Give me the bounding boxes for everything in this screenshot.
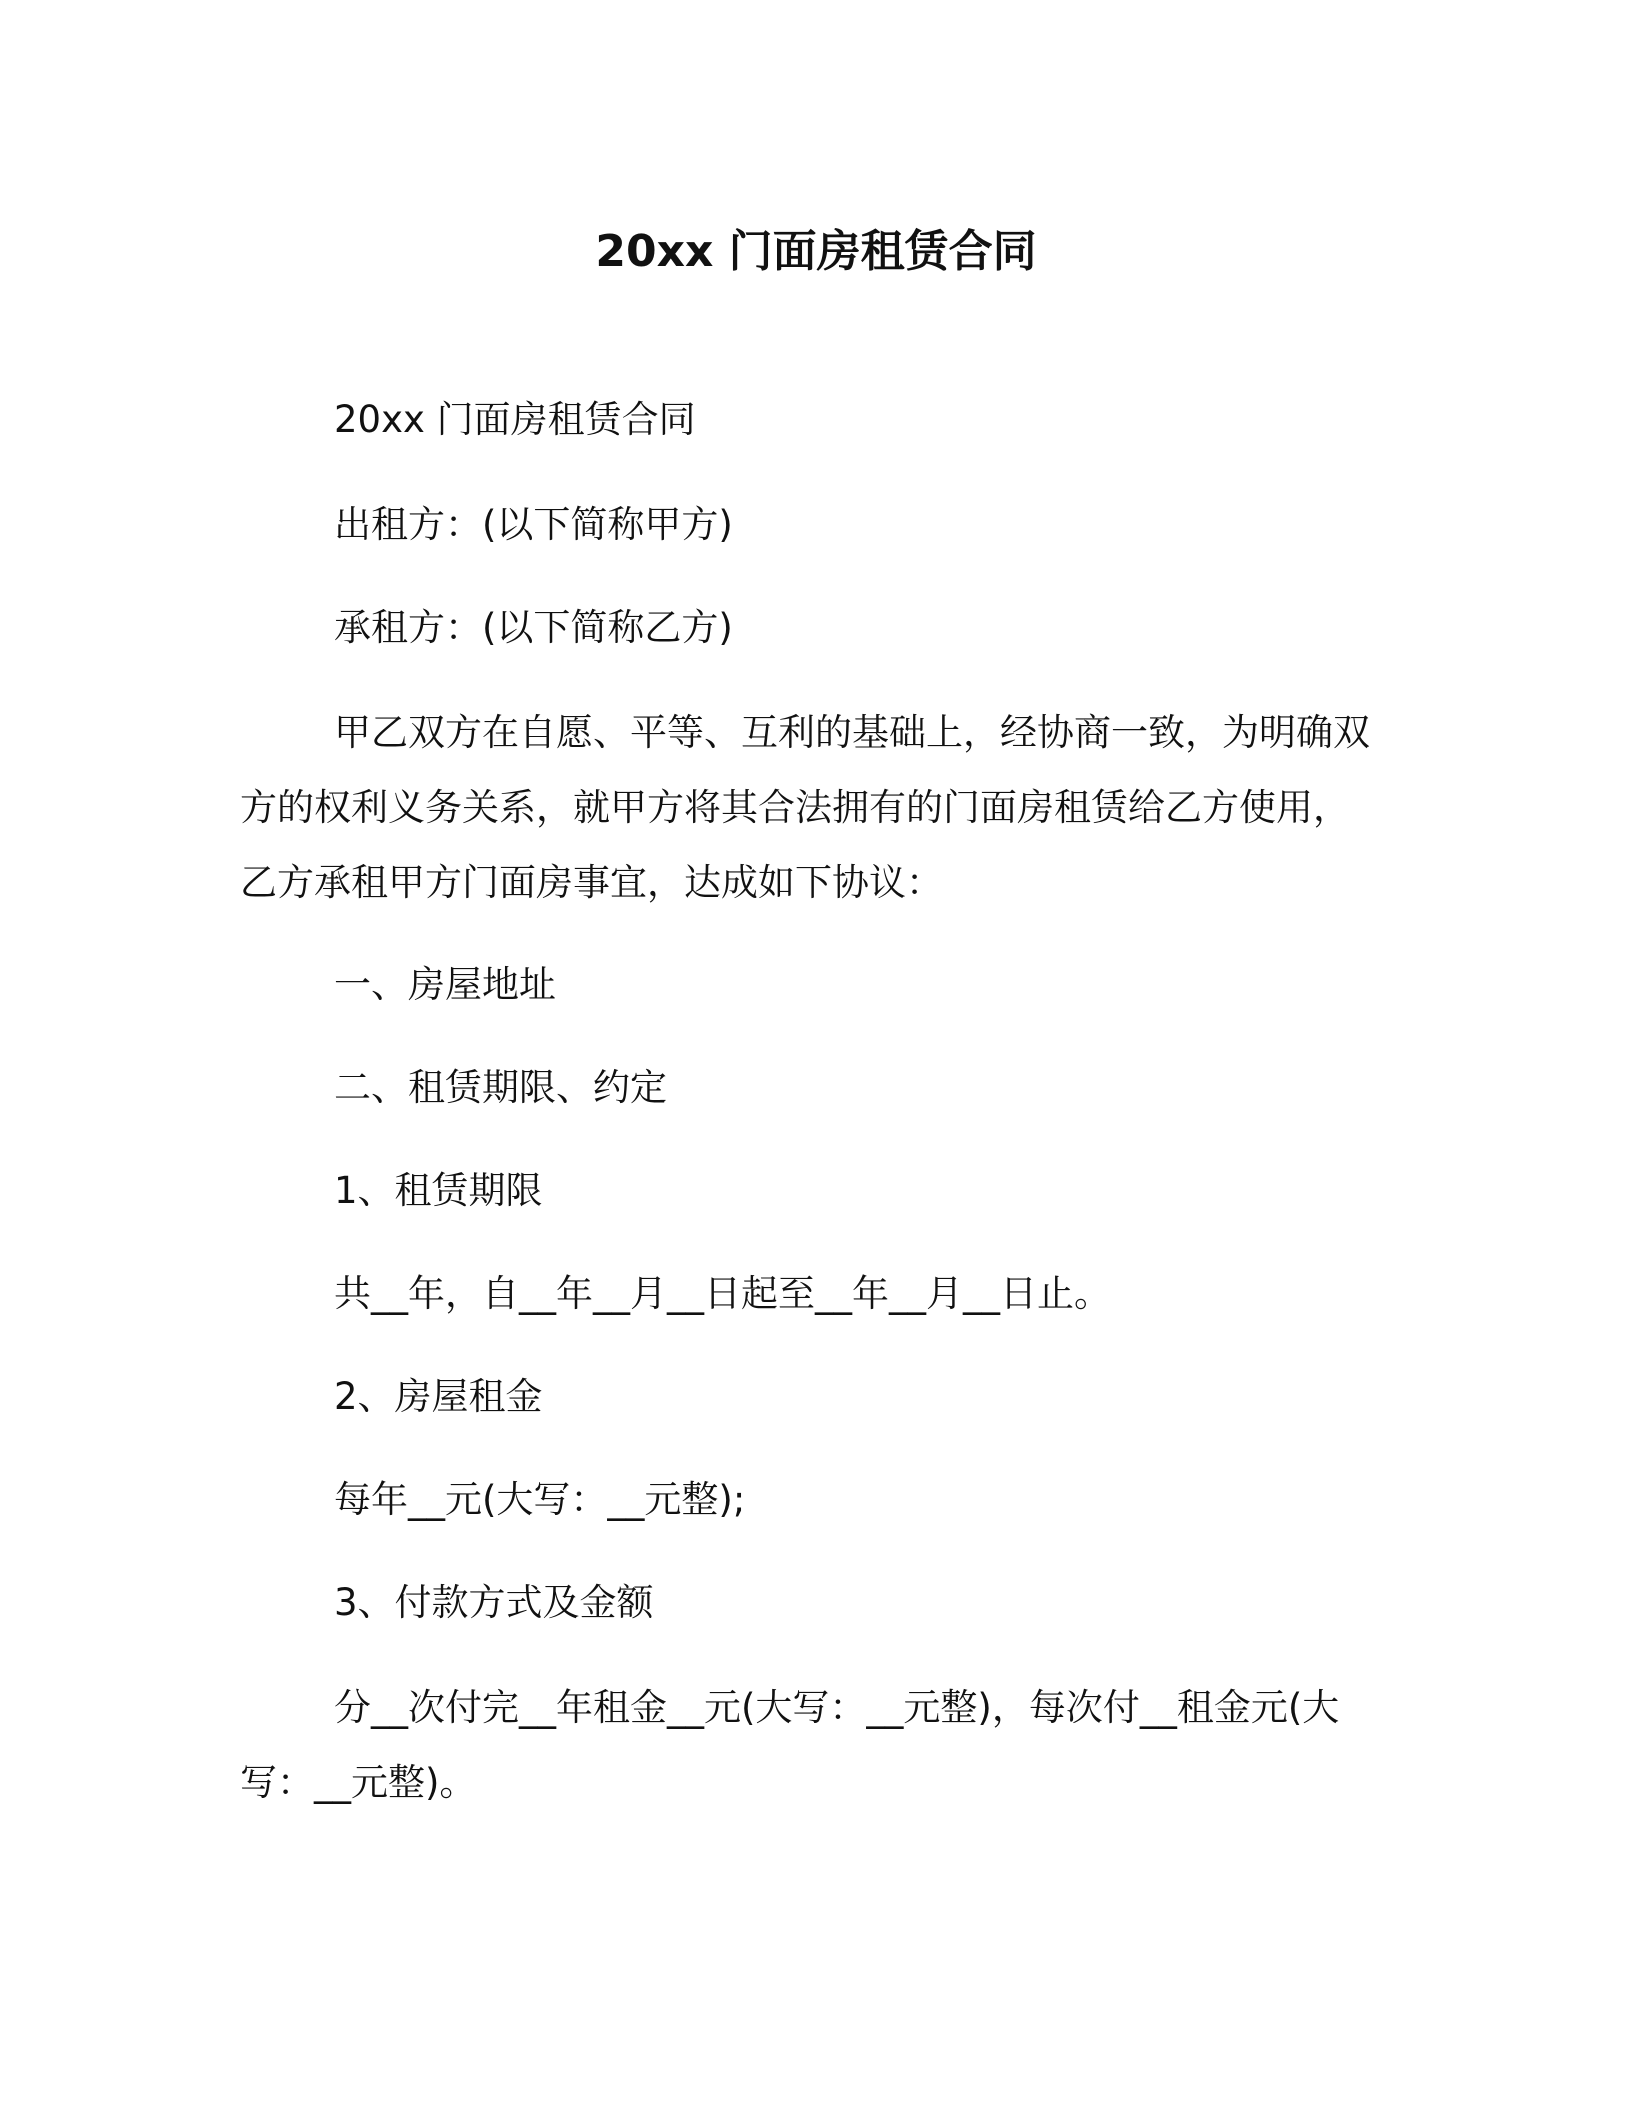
- document-title: 20xx 门面房租赁合同: [595, 226, 1037, 277]
- payment-line-1: 分__次付完__年租金__元(大写：__元整)，每次付__租金元(大: [334, 1686, 1340, 1729]
- intro-line-3: 乙方承租甲方门面房事宜，达成如下协议：: [240, 861, 943, 904]
- contract-subtitle: 20xx 门面房租赁合同: [334, 398, 696, 441]
- intro-paragraph: [240, 695, 1380, 920]
- item-rent-text: 每年__元(大写：__元整);: [334, 1478, 746, 1521]
- item-rent-title: 2、房屋租金: [334, 1375, 543, 1418]
- section-lease-term: 二、租赁期限、约定: [334, 1066, 667, 1109]
- intro-line-1: 甲乙双方在自愿、平等、互利的基础上，经协商一致，为明确双: [334, 711, 1370, 754]
- lessee-line: 承租方：(以下简称乙方): [334, 606, 733, 649]
- intro-line-2: 方的权利义务关系，就甲方将其合法拥有的门面房租赁给乙方使用，: [240, 786, 1350, 829]
- lessor-line: 出租方：(以下简称甲方): [334, 503, 733, 546]
- item-payment-title: 3、付款方式及金额: [334, 1581, 654, 1624]
- payment-line-2: 写：__元整)。: [240, 1761, 477, 1804]
- item-lease-period-title: 1、租赁期限: [334, 1169, 543, 1212]
- item-lease-period-text: 共__年，自__年__月__日起至__年__月__日止。: [334, 1272, 1111, 1315]
- item-payment-paragraph: [240, 1670, 1380, 1820]
- section-house-address: 一、房屋地址: [334, 963, 556, 1006]
